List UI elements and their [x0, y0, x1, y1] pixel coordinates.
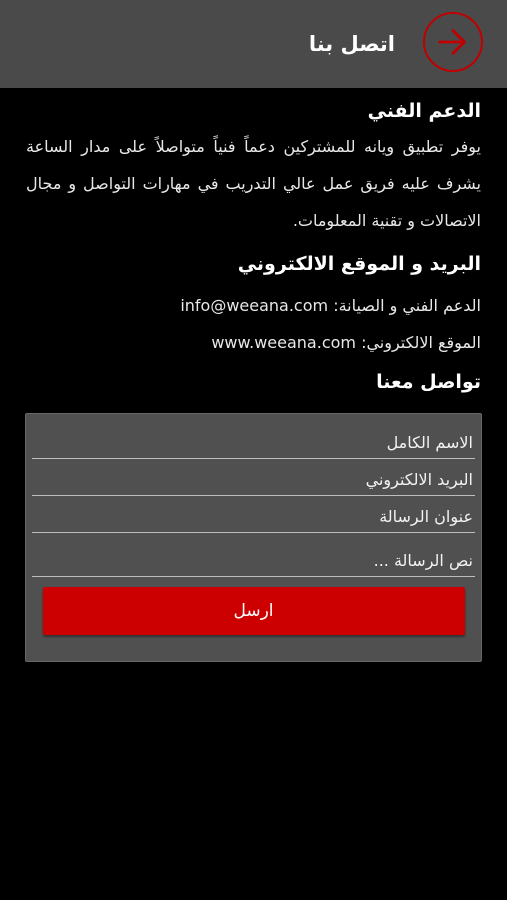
arrow-right-icon — [434, 23, 472, 61]
email-field-row — [32, 459, 475, 496]
message-field-row — [32, 533, 475, 577]
app-header — [0, 0, 507, 88]
name-input[interactable] — [34, 433, 473, 452]
subject-input[interactable] — [34, 507, 473, 526]
support-title: الدعم الفني — [367, 100, 481, 122]
send-button[interactable]: ارسل — [43, 587, 465, 635]
contact-info-title: البريد و الموقع الالكتروني — [237, 253, 481, 275]
contact-form-title: تواصل معنا — [376, 371, 481, 393]
name-field-row — [32, 422, 475, 459]
support-description: يوفر تطبيق ويانه للمشتركين دعماً فنياً متواصلاً على مدار الساعة يشرف عليه فريق عمل عالي التدريب في مهارات التواصل و مجال الاتصالات و تقنية المعلومات. — [26, 137, 481, 230]
subject-field-row — [32, 496, 475, 533]
contact-form — [25, 413, 482, 662]
email-input[interactable] — [34, 470, 473, 489]
content-area — [0, 88, 507, 397]
website-link: الموقع الالكتروني: www.weeana.com — [211, 333, 481, 352]
message-input[interactable] — [34, 551, 473, 570]
support-email: الدعم الفني و الصيانة: info@weeana.com — [180, 296, 481, 315]
page-title: اتصل بنا — [308, 32, 395, 56]
back-button[interactable] — [423, 12, 483, 72]
